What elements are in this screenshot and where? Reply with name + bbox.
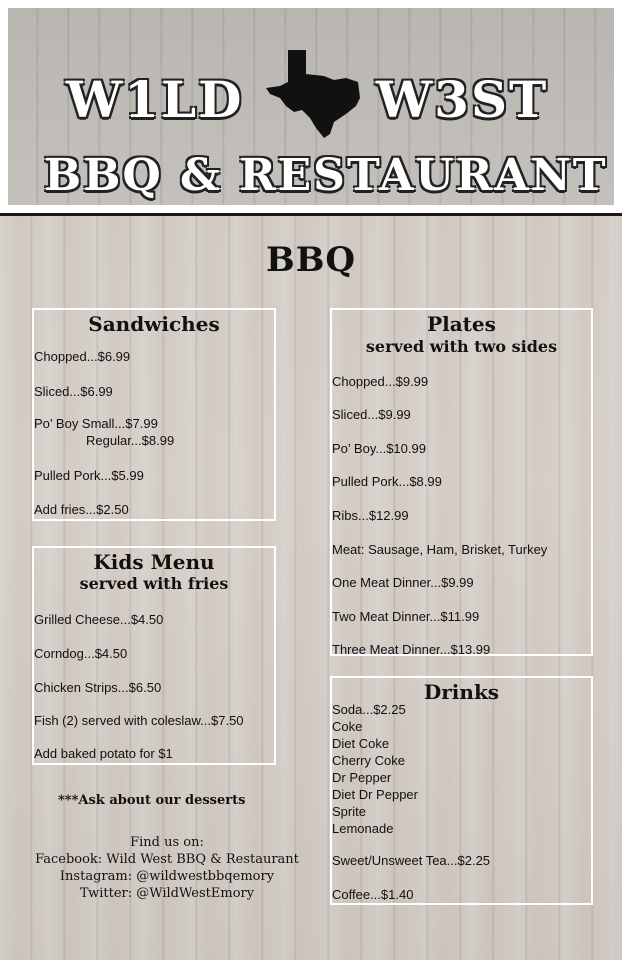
menu-item: Corndog...$4.50 [34,646,128,661]
menu-item: Dr Pepper [332,770,392,785]
menu-item: Coke [332,719,363,734]
menu-item: Diet Dr Pepper [332,787,418,802]
twitter-link[interactable]: Twitter: @WildWestEmory [79,886,255,901]
menu-item: Two Meat Dinner...$11.99 [332,609,480,624]
menu-item: Sliced...$9.99 [332,407,411,422]
menu-item: Po’ Boy...$10.99 [332,441,426,456]
menu-item: Three Meat Dinner...$13.99 [332,642,491,657]
desserts-note: ***Ask about our desserts [58,793,246,808]
menu-item: Add fries...$2.50 [34,502,129,517]
kids-menu-subtitle: served with fries [79,574,229,593]
instagram-link[interactable]: Instagram: @wildwestbbqemory [59,869,275,884]
footer-heading: Find us on: [130,835,204,850]
menu-item: Ribs...$12.99 [332,508,409,523]
logo-word-west: W3ST [376,70,549,129]
menu-item: Fish (2) served with coleslaw...$7.50 [34,713,244,728]
logo-word-wild: W1LD [66,70,244,129]
menu-header [0,0,622,213]
menu-item: Grilled Cheese...$4.50 [34,612,164,627]
menu-item: Pulled Pork...$8.99 [332,474,442,489]
menu-item: Sliced...$6.99 [34,384,113,399]
menu-item: Lemonade [332,821,394,836]
sandwiches-box [32,308,276,521]
kids-menu-title: Kids Menu [93,550,215,574]
menu-item: Sweet/Unsweet Tea...$2.25 [332,853,491,868]
plates-title: Plates [427,312,496,336]
menu-item: Coffee...$1.40 [332,887,414,902]
menu-item: Pulled Pork...$5.99 [34,468,144,483]
menu-item: Regular...$8.99 [86,433,175,448]
menu-item: One Meat Dinner...$9.99 [332,575,474,590]
sandwiches-title: Sandwiches [88,312,220,336]
menu-item: Meat: Sausage, Ham, Brisket, Turkey [332,542,548,557]
facebook-link[interactable]: Facebook: Wild West BBQ & Restaurant [35,852,299,867]
section-title: BBQ [265,240,357,280]
menu-item: Cherry Coke [332,753,405,768]
logo-bbq-restaurant: BBQ & RESTAURANT [44,150,608,201]
menu-item: Chopped...$6.99 [34,349,131,364]
menu-item: Add baked potato for $1 [34,746,173,761]
menu-item: Chicken Strips...$6.50 [34,680,162,695]
menu-item: Po’ Boy Small...$7.99 [34,416,158,431]
texas-map-icon [266,48,366,140]
menu-item: Diet Coke [332,736,390,751]
drinks-title: Drinks [423,680,500,704]
menu-item: Sprite [332,804,366,819]
menu-item: Soda...$2.25 [332,702,406,717]
plates-subtitle: served with two sides [365,337,558,356]
menu-item: Chopped...$9.99 [332,374,429,389]
